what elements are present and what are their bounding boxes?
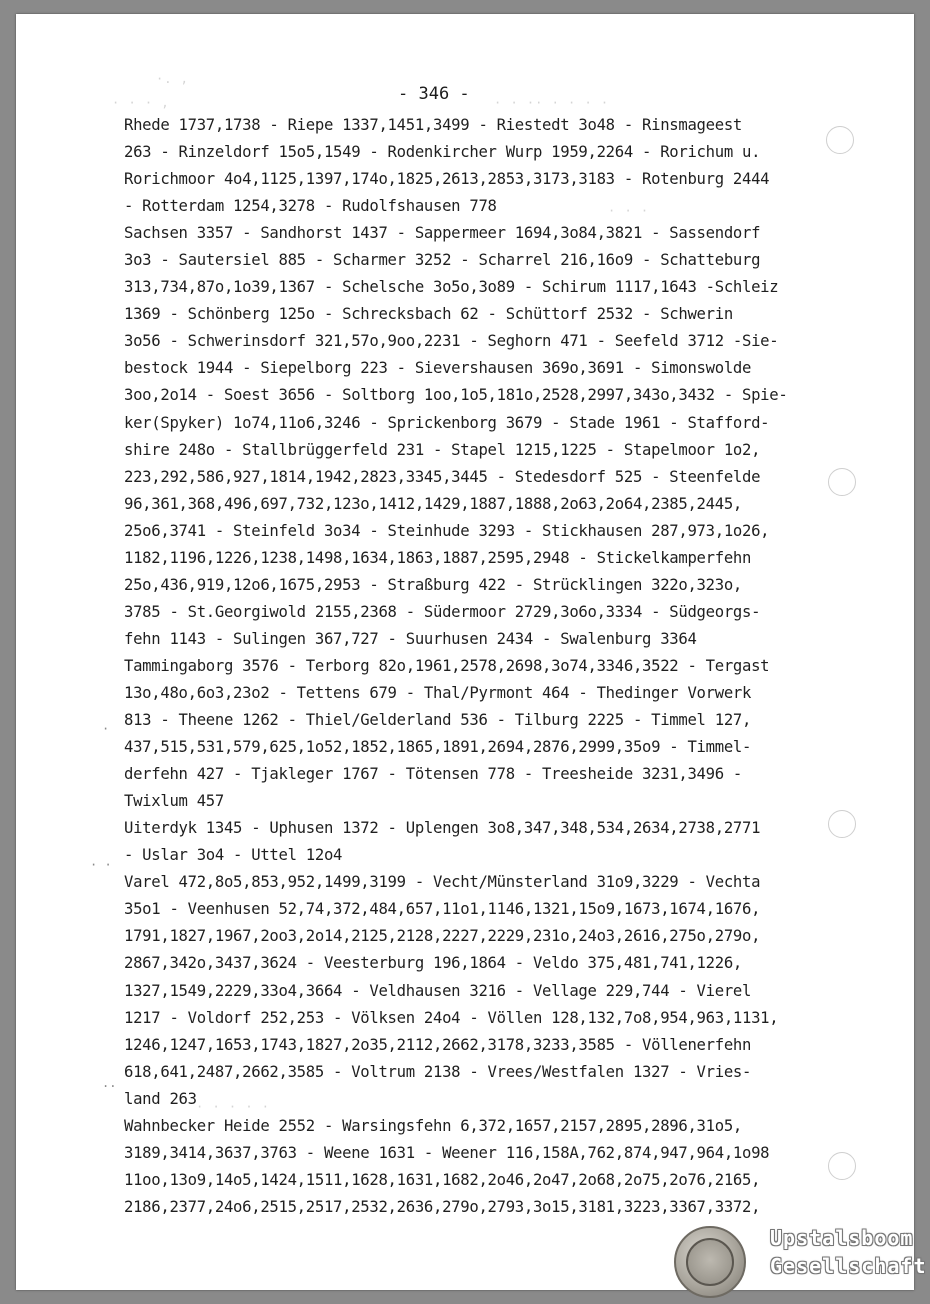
index-line: 3oo,2o14 - Soest 3656 - Soltborg 1oo,1o5,181o,2528,2997,343o,3432 - Spie-: [124, 386, 788, 405]
index-line: Rorichmoor 4o4,1125,1397,174o,1825,2613,2853,3173,3183 - Rotenburg 2444: [124, 170, 770, 189]
bleed-through-text: · · · ,: [112, 96, 170, 110]
index-line: 35o1 - Veenhusen 52,74,372,484,657,11o1,1146,1321,15o9,1673,1674,1676,: [124, 900, 761, 919]
index-line: ker(Spyker) 1o74,11o6,3246 - Sprickenborg 3679 - Stade 1961 - Stafford-: [124, 413, 770, 432]
page-number: - 346 -: [398, 84, 470, 104]
index-line: 618,641,2487,2662,3585 - Voltrum 2138 - Vrees/Westfalen 1327 - Vries-: [124, 1062, 752, 1081]
index-line: 3785 - St.Georgiwold 2155,2368 - Südermoor 2729,3o6o,3334 - Südgeorgs-: [124, 602, 761, 621]
index-line: Wahnbecker Heide 2552 - Warsingsfehn 6,372,1657,2157,2895,2896,31o5,: [124, 1116, 743, 1135]
bleed-through-text: · · · · ·: [196, 1100, 271, 1114]
scan-speck: ..: [102, 1076, 117, 1090]
index-line: 1217 - Voldorf 252,253 - Völksen 24o4 - Völlen 128,132,7o8,954,963,1131,: [124, 1008, 779, 1027]
logo-text-line2: Gesellschaft: [770, 1254, 927, 1278]
logo-text-line1: Upstalsboom: [770, 1226, 914, 1250]
document-page: [16, 14, 927, 1290]
index-line: 437,515,531,579,625,1o52,1852,1865,1891,2694,2876,2999,35o9 - Timmel-: [124, 738, 752, 757]
index-line: Tammingaborg 3576 - Terborg 82o,1961,2578,2698,3o74,3346,3522 - Tergast: [124, 656, 770, 675]
index-line: Rhede 1737,1738 - Riepe 1337,1451,3499 - Riestedt 3o48 - Rinsmageest: [124, 116, 743, 134]
index-line: 3o56 - Schwerinsdorf 321,57o,9oo,2231 - Seghorn 471 - Seefeld 3712 -Sie-: [124, 332, 779, 351]
index-line: 25o,436,919,12o6,1675,2953 - Straßburg 422 - Strücklingen 322o,323o,: [124, 575, 743, 594]
index-line: land 263: [124, 1089, 197, 1108]
index-line: 3189,3414,3637,3763 - Weene 1631 - Weener 116,158A,762,874,947,964,1o98: [124, 1143, 770, 1162]
index-line: 25o6,3741 - Steinfeld 3o34 - Steinhude 3293 - Stickhausen 287,973,1o26,: [124, 521, 770, 540]
index-line: 1791,1827,1967,2oo3,2o14,2125,2128,2227,2229,231o,24o3,2616,275o,279o,: [124, 927, 761, 946]
index-line: 263 - Rinzeldorf 15o5,1549 - Rodenkircher Wurp 1959,2264 - Rorichum u.: [124, 143, 761, 162]
scan-speck: · ·: [90, 858, 112, 872]
scan-speck: ·: [102, 722, 110, 736]
upstalsboom-logo: [674, 1220, 927, 1300]
index-line: 11oo,13o9,14o5,1424,1511,1628,1631,1682,2o46,2o47,2o68,2o75,2o76,2165,: [124, 1170, 761, 1189]
bleed-through-text: · · ·· · · · ·: [494, 96, 610, 110]
index-line: 3o3 - Sautersiel 885 - Scharmer 3252 - Scharrel 216,16o9 - Schatteburg: [124, 251, 761, 270]
bleed-through-text: ·. ,: [156, 72, 189, 86]
index-line: 2186,2377,24o6,2515,2517,2532,2636,279o,2793,3o15,3181,3223,3367,3372,: [124, 1197, 761, 1216]
bleed-through-text: · · ·: [608, 204, 650, 218]
index-line: fehn 1143 - Sulingen 367,727 - Suurhusen 2434 - Swalenburg 3364: [124, 629, 697, 648]
index-line: Twixlum 457: [124, 792, 224, 811]
index-line: - Rotterdam 1254,3278 - Rudolfshausen 778: [124, 197, 497, 216]
index-line: derfehn 427 - Tjakleger 1767 - Tötensen 778 - Treesheide 3231,3496 -: [124, 765, 743, 784]
index-line: 1327,1549,2229,33o4,3664 - Veldhausen 3216 - Vellage 229,744 - Vierel: [124, 981, 752, 1000]
index-line: 313,734,87o,1o39,1367 - Schelsche 3o5o,3o89 - Schirum 1117,1643 -Schleiz: [124, 278, 779, 297]
index-line: 13o,48o,6o3,23o2 - Tettens 679 - Thal/Pyrmont 464 - Thedinger Vorwerk: [124, 683, 752, 702]
index-line: Sachsen 3357 - Sandhorst 1437 - Sappermeer 1694,3o84,3821 - Sassendorf: [124, 224, 761, 243]
index-line: 1246,1247,1653,1743,1827,2o35,2112,2662,3178,3233,3585 - Völlenerfehn: [124, 1035, 752, 1054]
index-line: 96,361,368,496,697,732,123o,1412,1429,1887,1888,2o63,2o64,2385,2445,: [124, 494, 743, 513]
index-line: 2867,342o,3437,3624 - Veesterburg 196,1864 - Veldo 375,481,741,1226,: [124, 954, 743, 973]
seal-icon: [674, 1226, 746, 1298]
index-line: Varel 472,8o5,853,952,1499,3199 - Vecht/Münsterland 31o9,3229 - Vechta: [124, 873, 761, 892]
index-line: Uiterdyk 1345 - Uphusen 1372 - Uplengen 3o8,347,348,534,2634,2738,2771: [124, 819, 761, 838]
index-line: 813 - Theene 1262 - Thiel/Gelderland 536 - Tilburg 2225 - Timmel 127,: [124, 711, 752, 730]
index-line: 1369 - Schönberg 125o - Schrecksbach 62 - Schüttorf 2532 - Schwerin: [124, 305, 733, 324]
index-line: shire 248o - Stallbrüggerfeld 231 - Stapel 1215,1225 - Stapelmoor 1o2,: [124, 440, 761, 459]
index-line: 223,292,586,927,1814,1942,2823,3345,3445 - Stedesdorf 525 - Steenfelde: [124, 467, 761, 486]
index-entries: [124, 112, 854, 1221]
index-line: bestock 1944 - Siepelborg 223 - Sievershausen 369o,3691 - Simonswolde: [124, 359, 752, 378]
index-line: 1182,1196,1226,1238,1498,1634,1863,1887,2595,2948 - Stickelkamperfehn: [124, 548, 752, 567]
index-line: - Uslar 3o4 - Uttel 12o4: [124, 846, 343, 865]
